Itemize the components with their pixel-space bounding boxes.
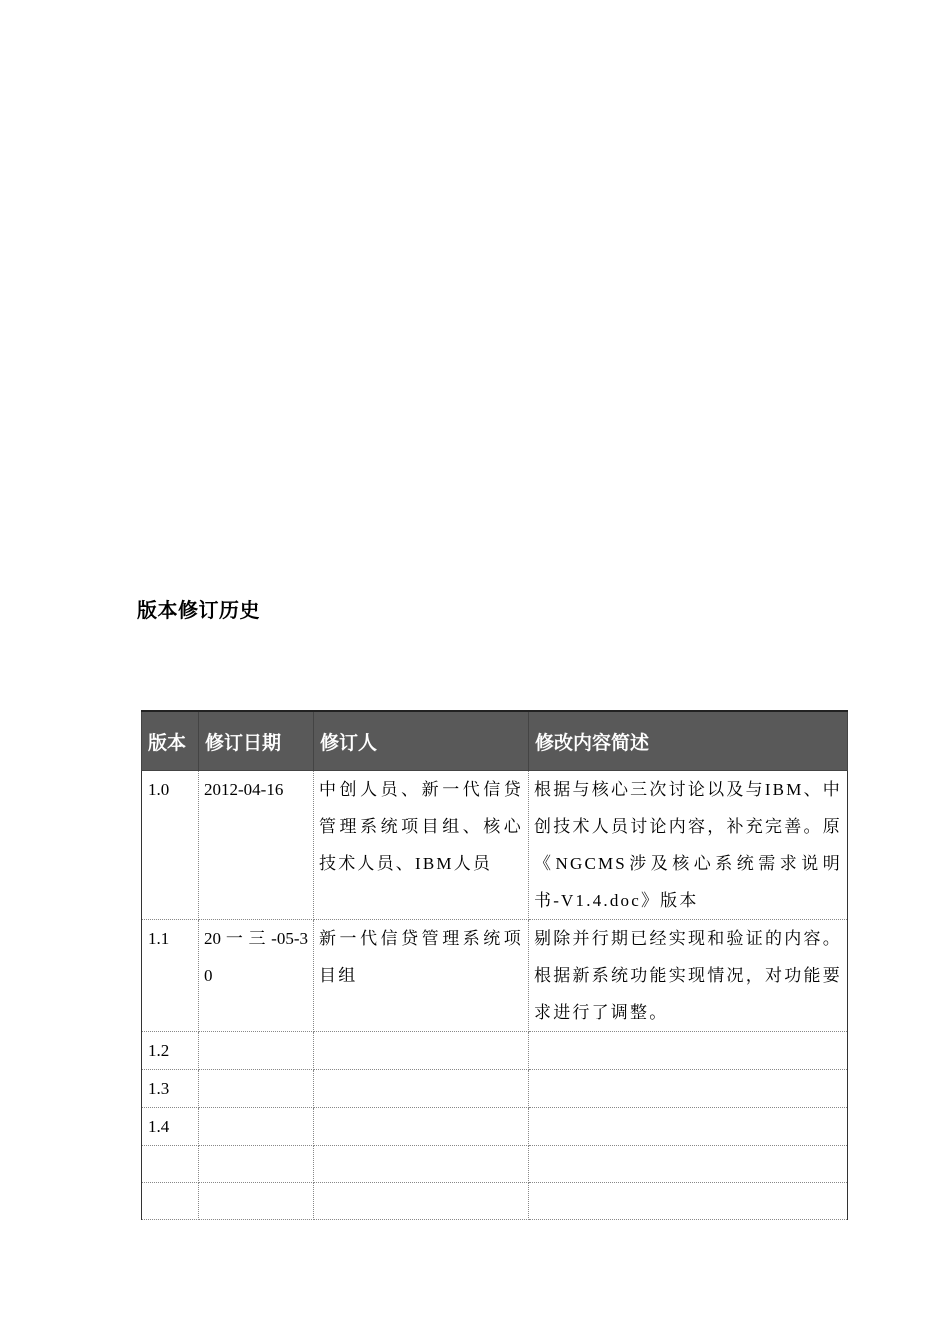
cell-date bbox=[199, 1183, 314, 1220]
cell-date bbox=[199, 1070, 314, 1108]
table-row bbox=[142, 1070, 848, 1108]
cell-summary: 根据与核心三次讨论以及与IBM、中创技术人员讨论内容，补充完善。原《NGCMS涉及核心系统需求说明书-V1.4.doc》版本 bbox=[529, 771, 848, 920]
cell-reviser: 新一代信贷管理系统项目组 bbox=[314, 920, 529, 1032]
cell-date: 2012-04-16 bbox=[199, 771, 314, 920]
cell-reviser bbox=[314, 1032, 529, 1070]
cell-reviser bbox=[314, 1183, 529, 1220]
cell-date bbox=[199, 1108, 314, 1146]
cell-version: 1.0 bbox=[142, 771, 199, 920]
cell-version bbox=[142, 1146, 199, 1183]
cell-version bbox=[142, 1183, 199, 1220]
cell-date bbox=[199, 1032, 314, 1070]
table-header-row bbox=[142, 711, 848, 771]
header-date: 修订日期 bbox=[199, 711, 314, 771]
table-row bbox=[142, 1032, 848, 1070]
cell-date bbox=[199, 1146, 314, 1183]
revision-history-table bbox=[141, 710, 848, 1220]
cell-reviser bbox=[314, 1070, 529, 1108]
cell-summary: 剔除并行期已经实现和验证的内容。根据新系统功能实现情况，对功能要求进行了调整。 bbox=[529, 920, 848, 1032]
cell-summary bbox=[529, 1146, 848, 1183]
cell-reviser bbox=[314, 1108, 529, 1146]
cell-summary bbox=[529, 1032, 848, 1070]
cell-reviser: 中创人员、新一代信贷管理系统项目组、核心技术人员、IBM人员 bbox=[314, 771, 529, 920]
cell-version: 1.3 bbox=[142, 1070, 199, 1108]
cell-reviser bbox=[314, 1146, 529, 1183]
cell-summary bbox=[529, 1183, 848, 1220]
cell-version: 1.1 bbox=[142, 920, 199, 1032]
cell-summary bbox=[529, 1070, 848, 1108]
table-row bbox=[142, 920, 848, 1032]
header-version: 版本 bbox=[142, 711, 199, 771]
cell-summary bbox=[529, 1108, 848, 1146]
table-row bbox=[142, 1146, 848, 1183]
header-reviser: 修订人 bbox=[314, 711, 529, 771]
cell-version: 1.4 bbox=[142, 1108, 199, 1146]
cell-date: 20 一 三 -05-30 bbox=[199, 920, 314, 1032]
table-row bbox=[142, 1183, 848, 1220]
table-row bbox=[142, 771, 848, 920]
table-row bbox=[142, 1108, 848, 1146]
section-title: 版本修订历史 bbox=[137, 598, 260, 622]
header-summary: 修改内容简述 bbox=[529, 711, 848, 771]
cell-version: 1.2 bbox=[142, 1032, 199, 1070]
